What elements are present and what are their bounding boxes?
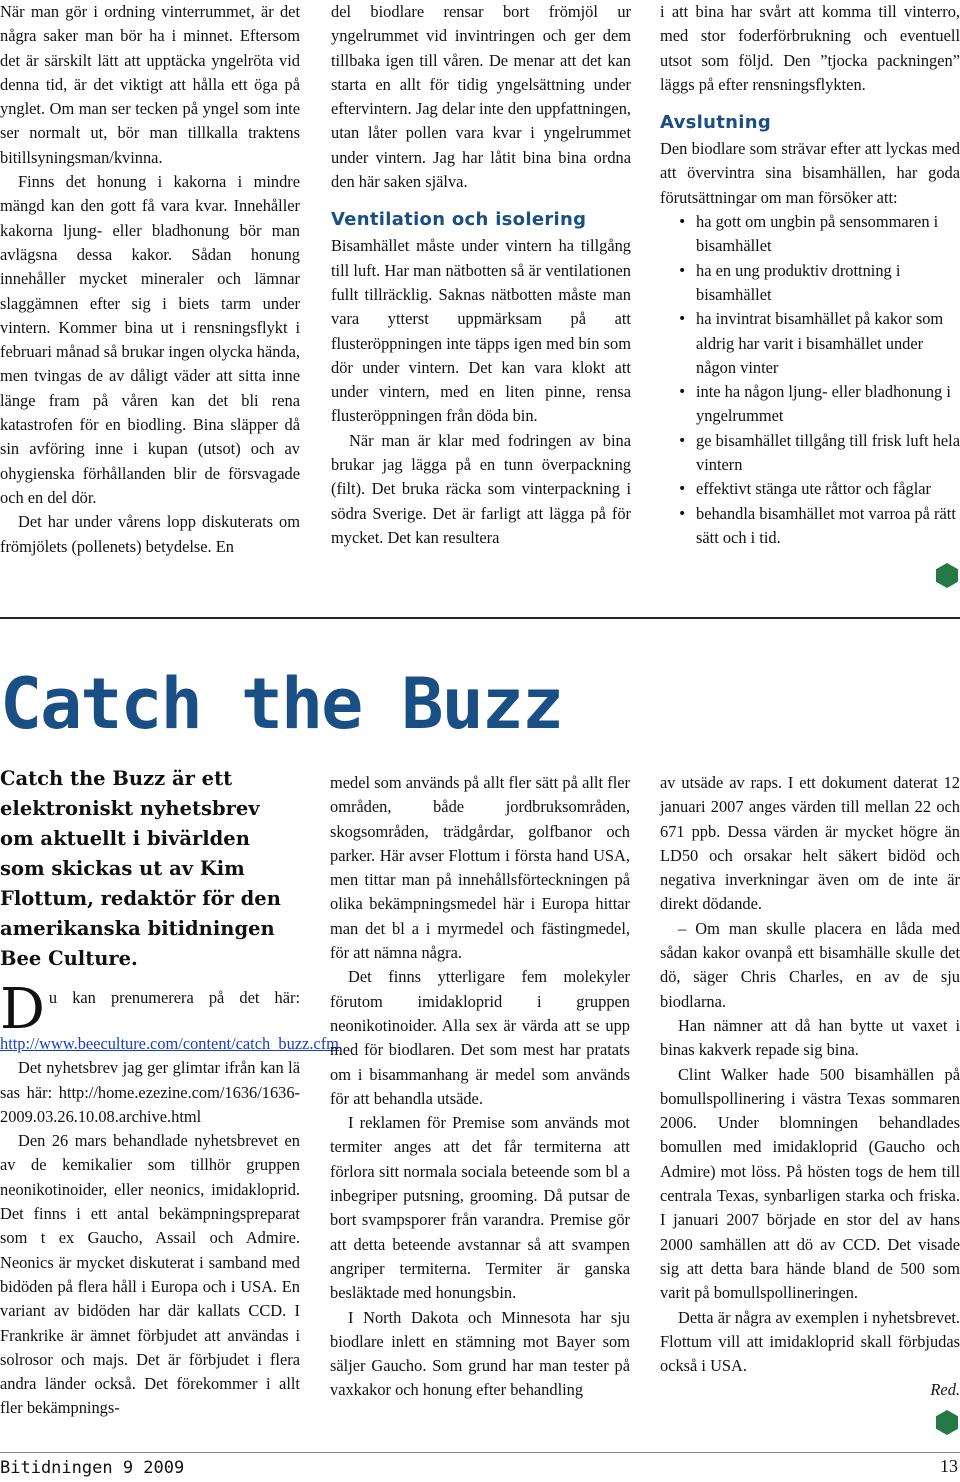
paragraph: medel som används på allt fler sätt på allt fler områden, både jordbruksområden, skogsområden, trädgårdar, golfbanor och parker. Här avser Flottum i första hand USA, men tittar man på innehållsförteckningen på olika bekämpningsmedel här i Europa hittar man det bl a i myrmedel och fästingmedel, för att nämna några.: [330, 773, 630, 963]
paragraph: Det finns ytterligare fem molekyler förutom imidakloprid i gruppen neonikotinoider. Alla sex är värda att se upp med för biodlaren. Det som mest har pratats om i bisammanhang är medel som används för att behandla utsäde.: [330, 967, 630, 1108]
list-item: • ha gott om ungbin på sensommaren i bisamhället: [660, 210, 960, 259]
bullet-list: [660, 210, 960, 550]
paragraph: I North Dakota och Minnesota har sju biodlare inlett en stämning mot Bayer som säljer Gaucho. Som grund har man tester på vaxkakor och honung efter behandling: [330, 1307, 630, 1400]
section-divider: [0, 617, 960, 619]
paragraph: del biodlare rensar bort frömjöl ur yngelrummet vid invintringen och ger dem tillbaka igen till våren. De menar att det kan starta en allt för tidig yngelsättning under eftervintern. Jag delar inte den uppfattningen, utan låter pollen vara kvar i yngelrummet under vintern. Jag har låtit bina bina ordna den här saken själva.: [331, 2, 631, 192]
subheading-ventilation: Ventilation och isolering: [331, 209, 587, 231]
list-item: • ha invintrat bisamhället på kakor som aldrig har varit i bisamhället under någon vinter: [660, 307, 960, 380]
list-item: • inte ha någon ljung- eller bladhonung i yngelrummet: [660, 380, 960, 429]
paragraph: i att bina har svårt att komma till vinterro, med stor foderförbrukning och eventuell utsot som följd. Den ”tjocka packningen” läggs på efter rensningsflykten.: [660, 2, 960, 94]
subheading-avslutning: Avslutning: [660, 112, 772, 134]
end-mark-hexagon-icon: [936, 563, 958, 588]
paragraph: Bisamhället måste under vintern ha tillgång till luft. Har man nätbotten så är ventilationen fullt tillräcklig. Saknas nätbotten måste man vara ytterst uppmärksam på att flusteröppningen inte täpps igen med bin som dör under vintern. Det kan vara klokt att under vintern, med en liten pinne, rensa flusteröppningen från döda bin.: [331, 236, 631, 426]
paragraph: Det har under vårens lopp diskuterats om frömjölets (pollenets) betydelse. En: [0, 512, 300, 556]
list-item: • ha en ung produktiv drottning i bisamhället: [660, 259, 960, 308]
page-number: 13: [940, 1456, 958, 1476]
paragraph: I reklamen för Premise som används mot termiter anges att det får termiterna att förlora sitt normala sociala beteende som bl a inbegriper putsning, grooming. Då putsar de bort svampsporer från varandra. Premise gör att detta beteende avstannar så att svampen angriper termiterna. Termiter är ganska besläktade med honungsbin.: [330, 1113, 630, 1303]
paragraph: Han nämner att då han bytte ut vaxet i binas kakverk repade sig bina.: [660, 1015, 960, 1060]
paragraph: Finns det honung i kakorna i mindre mängd kan den gott få vara kvar. Innehåller kakorna ljung- eller bladhonung bör man avlägsna dessa kakor. Sådan honung innehåller mycket mineraler och lämnar slaggämnen efter sig i biets tarm under vintern. Kommer bina ut i rensningsflykt i februari månad så brukar ingen olycka hända, men tvingas de av dåligt väder att sitta inne länge fram på våren kan det bli rena katastrofen för en biodling. Bina släpper då sin avföring inne i kupan (utsot) och av ohygienska förhållanden blir de försvagade och en del dör.: [0, 172, 300, 507]
signature: Red.: [930, 1380, 960, 1400]
paragraph: – Om man skulle placera en låda med sådan kakor ovanpå ett bisamhälle skulle det dö, säger Chris Charles, en av de sju biodlarna.: [660, 918, 960, 1011]
drop-cap: D: [0, 977, 45, 1042]
top-column-1: [0, 0, 300, 559]
lead-paragraph: Catch the Buzz är ett elektroniskt nyhetsbrev om aktuellt i bivärlden som skickas ut av Kim Flottum, redaktör för den amerikanska bitidningen Bee Culture.: [0, 767, 281, 970]
paragraph: Den biodlare som strävar efter att lyckas med att övervintra sina bisamhällen, har goda förutsättningar om man försöker att:: [660, 139, 960, 207]
footer-rule: [0, 1452, 960, 1453]
paragraph: Det nyhetsbrev jag ger glimtar ifrån kan läsas här: http://home.ezezine.com/1636/1636-2009.03.26.10.08.archive.html: [0, 1058, 300, 1126]
paragraph: av utsäde av raps. I ett dokument daterat 12 januari 2007 anges värden till mellan 22 och 671 ppb. Dessa värden är mycket högre än LD50 och orsakar helt säkert bidöd och negativa inverkningar även om de inte är direkt dödande.: [660, 773, 960, 914]
paragraph: Clint Walker hade 500 bisamhällen på bomullspollinering i västra Texas sommaren 2006. Under blomningen behandlades bomullen med imidakloprid (Gaucho och Admire) mot löss. På hösten togs de hem till centrala Texas, synbarligen starka och friska. I januari 2007 började en stor del av hans 2000 samhällen att dö av CCD. Det visade sig att detta bara hände bland de 500 som varit på bomullspollineringen.: [660, 1064, 960, 1303]
top-column-2: [331, 0, 631, 550]
footer-publication: Bitidningen 9 2009: [0, 1458, 185, 1478]
paragraph: Den 26 mars behandlade nyhetsbrevet en av de kemikalier som tillhör gruppen neonikotinoider, eller neonics, imidakloprid. Det finns i ett antal bekämpningspreparat som t ex Gaucho, Assail och Admire. Neonics är mycket diskuterat i samband med bidöden på flera håll i Europa och i USA. En variant av bidöden har där kallats CCD. I Frankrike är ämnet förbjudet att användas i solrosor och majs. Det är förbjudet i flera andra länder också. Det förekommer i allt fler bekämpnings-: [0, 1131, 300, 1418]
bottom-column-2: [330, 771, 630, 1403]
list-item: • ge bisamhället tillgång till frisk luft hela vintern: [660, 429, 960, 478]
subscribe-paragraph: [0, 977, 339, 1056]
list-item: • effektivt stänga ute råttor och fåglar: [660, 477, 960, 501]
subscribe-link[interactable]: http://www.beeculture.com/content/catch_buzz.cfm: [0, 1034, 339, 1053]
subscribe-text: u kan prenumerera på det här:: [48, 988, 300, 1007]
paragraph: När man är klar med fodringen av bina brukar jag lägga på en tunn överpackning (filt). Det bruka räcka som vinterpackning i södra Sverige. Det är farligt att lägga på för mycket. Det kan resultera: [331, 430, 631, 547]
paragraph: Detta är några av exemplen i nyhetsbrevet. Flottum vill att imidakloprid skall förbjudas också i USA.: [660, 1307, 960, 1376]
bottom-column-3: [660, 771, 960, 1403]
paragraph: När man gör i ordning vinterrummet, är det några saker man bör ha i minnet. Eftersom det är särskilt lätt att upptäcka yngelröta vid denna tid, är det viktigt att hålla ett öga på ynglet. Om man ser tecken på yngel som inte ser normalt ut, bör man tillkalla traktens bitillsyningsman/kvinna.: [0, 2, 300, 167]
list-item: • behandla bisamhället mot varroa på rätt sätt och i tid.: [660, 502, 960, 551]
section-title: Catch the Buzz: [0, 663, 563, 745]
bottom-column-1: [0, 764, 339, 1421]
end-mark-hexagon-icon: [936, 1410, 958, 1435]
top-column-3: [660, 0, 960, 550]
